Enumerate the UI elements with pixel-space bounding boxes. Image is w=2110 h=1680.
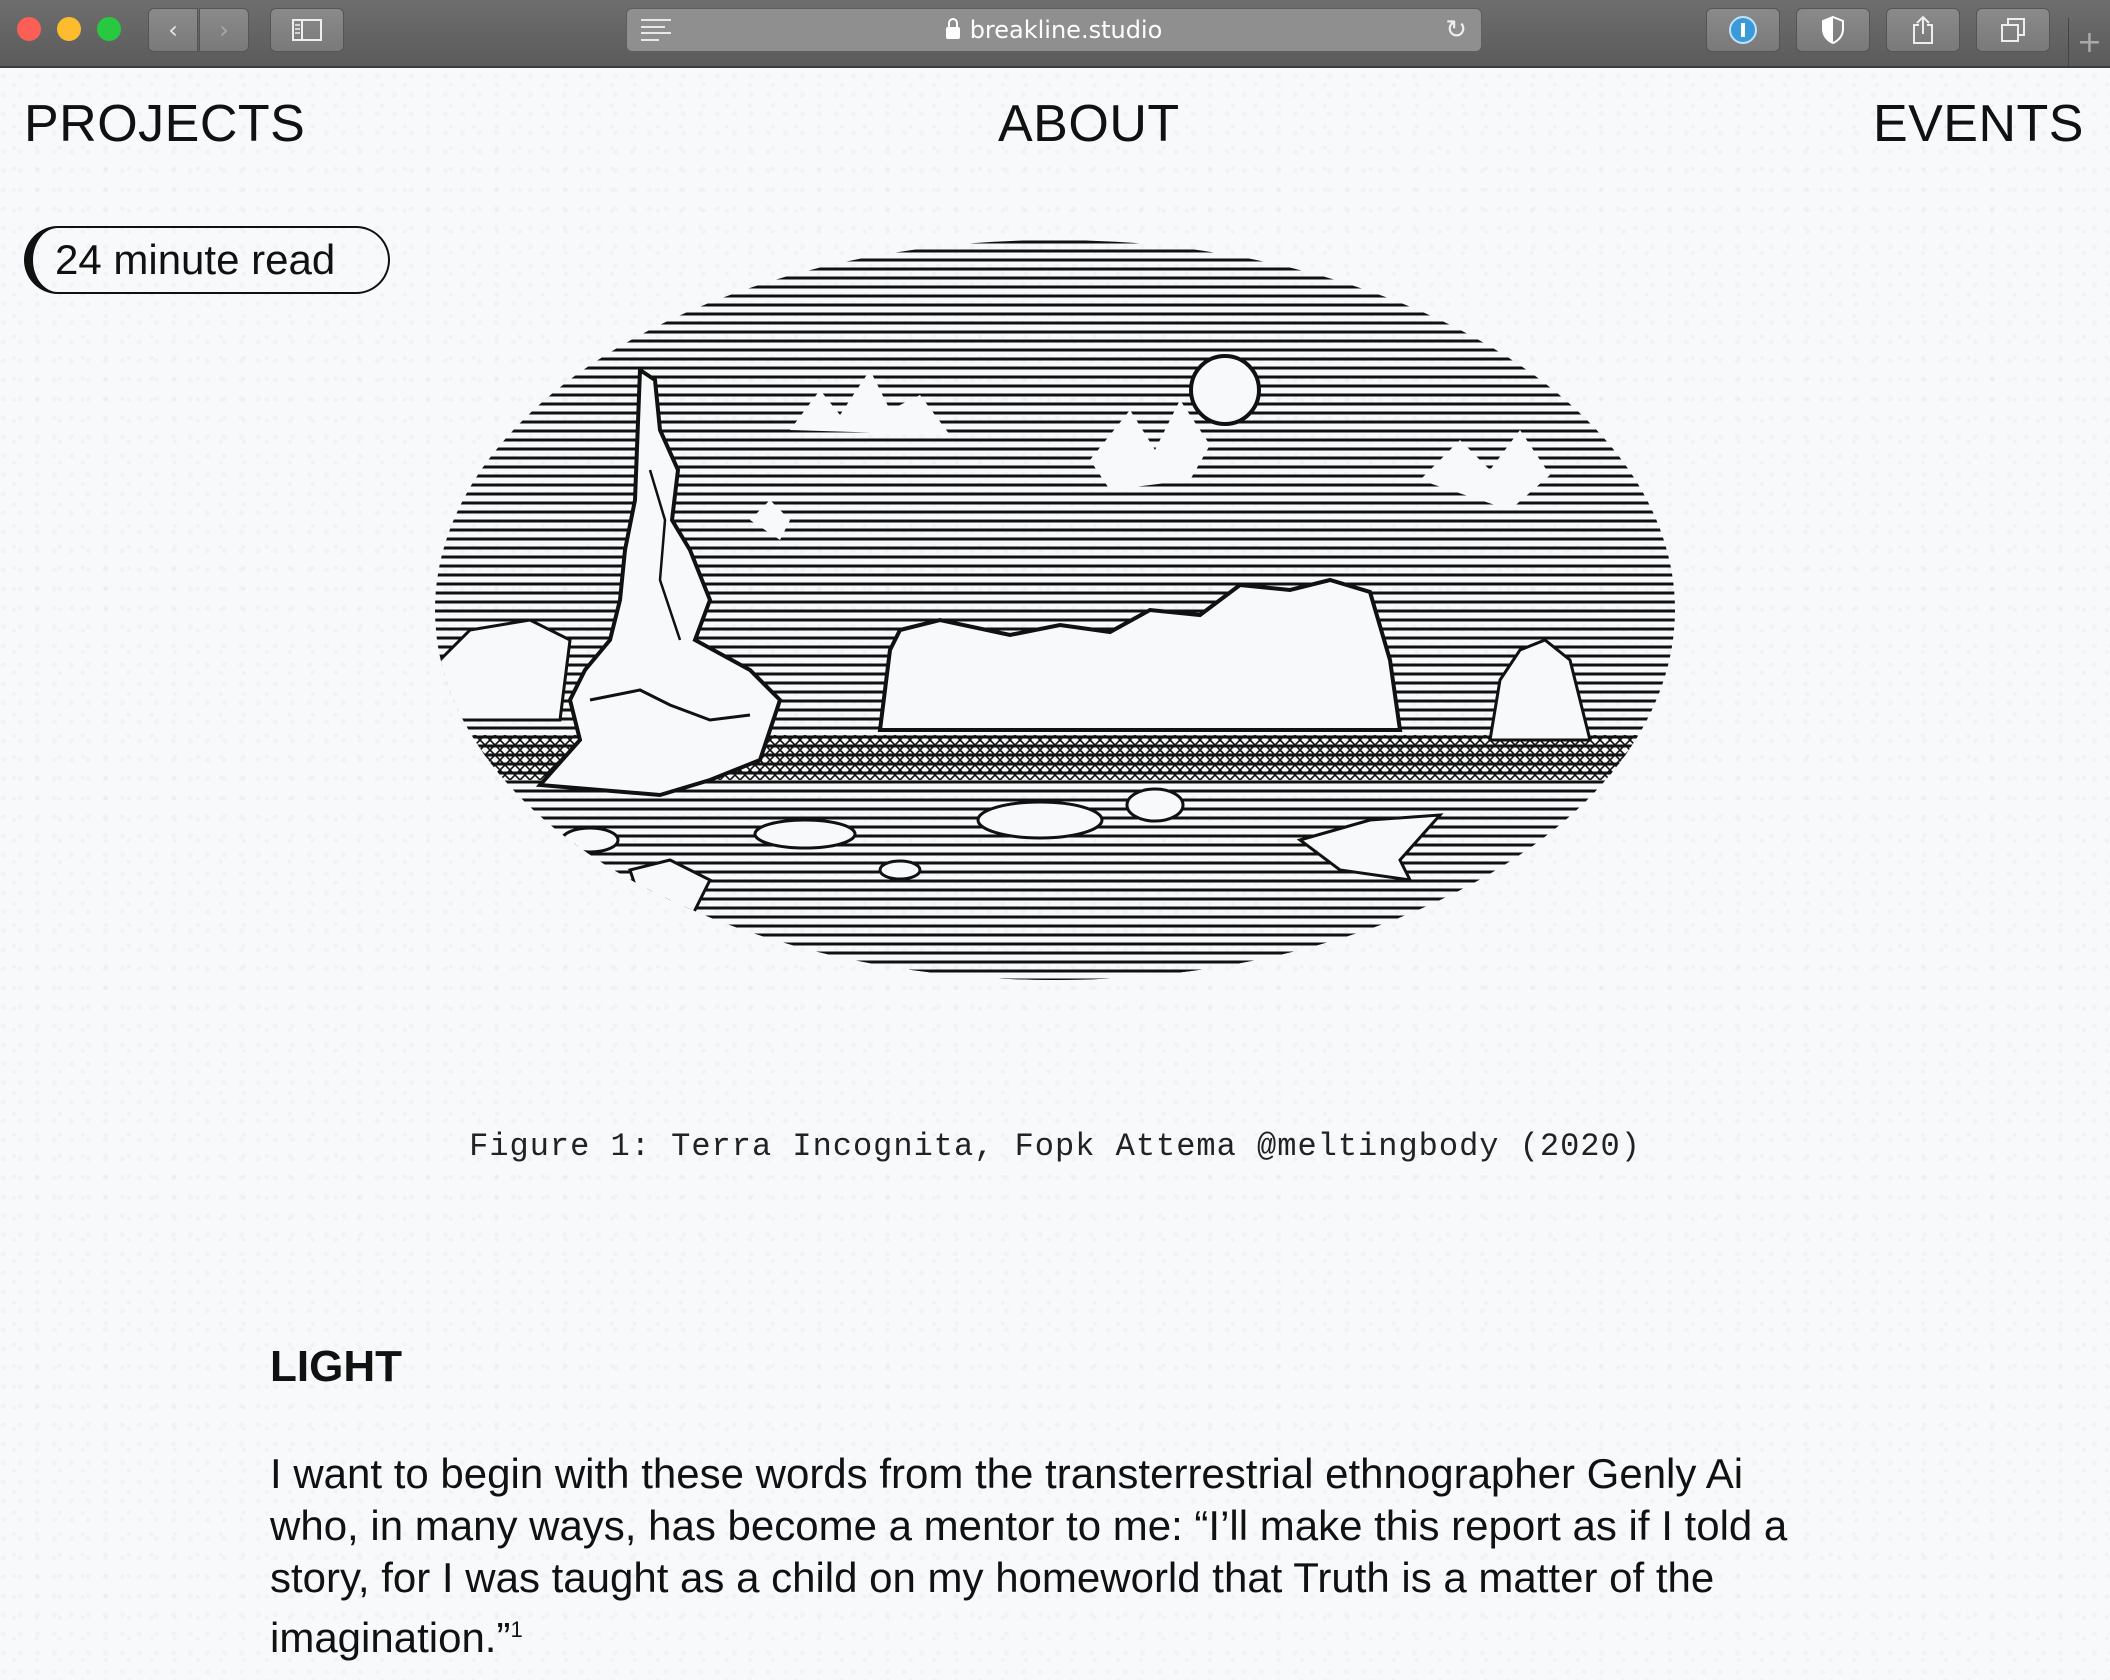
- url-text: breakline.studio: [969, 16, 1163, 44]
- tab-overview-button[interactable]: [1976, 8, 2050, 52]
- minimize-window-button[interactable]: [57, 17, 81, 41]
- iceberg-illustration: [410, 220, 1700, 1040]
- new-tab-icon: +: [2076, 24, 2103, 60]
- nav-link-events[interactable]: EVENTS: [1872, 95, 2084, 153]
- lock-icon: [946, 27, 960, 39]
- web-page: [0, 70, 2110, 1680]
- shield-icon: [1821, 16, 1845, 44]
- back-button[interactable]: [148, 8, 198, 52]
- new-tab-button[interactable]: [2068, 18, 2110, 66]
- content-blocker-button[interactable]: [1796, 8, 1870, 52]
- password-manager-icon: [1728, 15, 1758, 45]
- close-window-button[interactable]: [17, 17, 41, 41]
- read-time-badge: 24 minute read: [24, 226, 390, 294]
- zoom-window-button[interactable]: [97, 17, 121, 41]
- forward-arrow-icon: ›: [219, 16, 229, 44]
- sidebar-icon: [292, 19, 322, 41]
- forward-button[interactable]: [199, 8, 249, 52]
- tabs-icon: [2000, 17, 2026, 43]
- section-heading: LIGHT: [270, 1342, 402, 1391]
- share-button[interactable]: [1886, 8, 1960, 52]
- article-paragraph: [270, 1448, 1790, 1664]
- reload-icon[interactable]: ↻: [1445, 15, 1467, 45]
- footnote-reference[interactable]: 1: [510, 1617, 523, 1642]
- password-manager-button[interactable]: [1706, 8, 1780, 52]
- figure-caption: Figure 1: Terra Incognita, Fopk Attema @meltingbody (2020): [469, 1128, 1641, 1165]
- share-icon: [1911, 15, 1935, 45]
- nav-link-about[interactable]: ABOUT: [998, 95, 1180, 153]
- nav-link-projects[interactable]: PROJECTS: [24, 95, 306, 153]
- browser-toolbar: [0, 0, 2110, 68]
- back-arrow-icon: ‹: [168, 16, 178, 44]
- address-bar[interactable]: [626, 8, 1482, 52]
- reader-icon[interactable]: [641, 19, 671, 41]
- sidebar-toggle-button[interactable]: [270, 8, 344, 52]
- paragraph-text: I want to begin with these words from the transterrestrial ethnographer Genly Ai who, in many ways, has become a mentor to me: “I’ll make this report as if I told a story, for I was taught as a child on my homeworld that Truth is a matter of the imagination.”: [270, 1450, 1788, 1661]
